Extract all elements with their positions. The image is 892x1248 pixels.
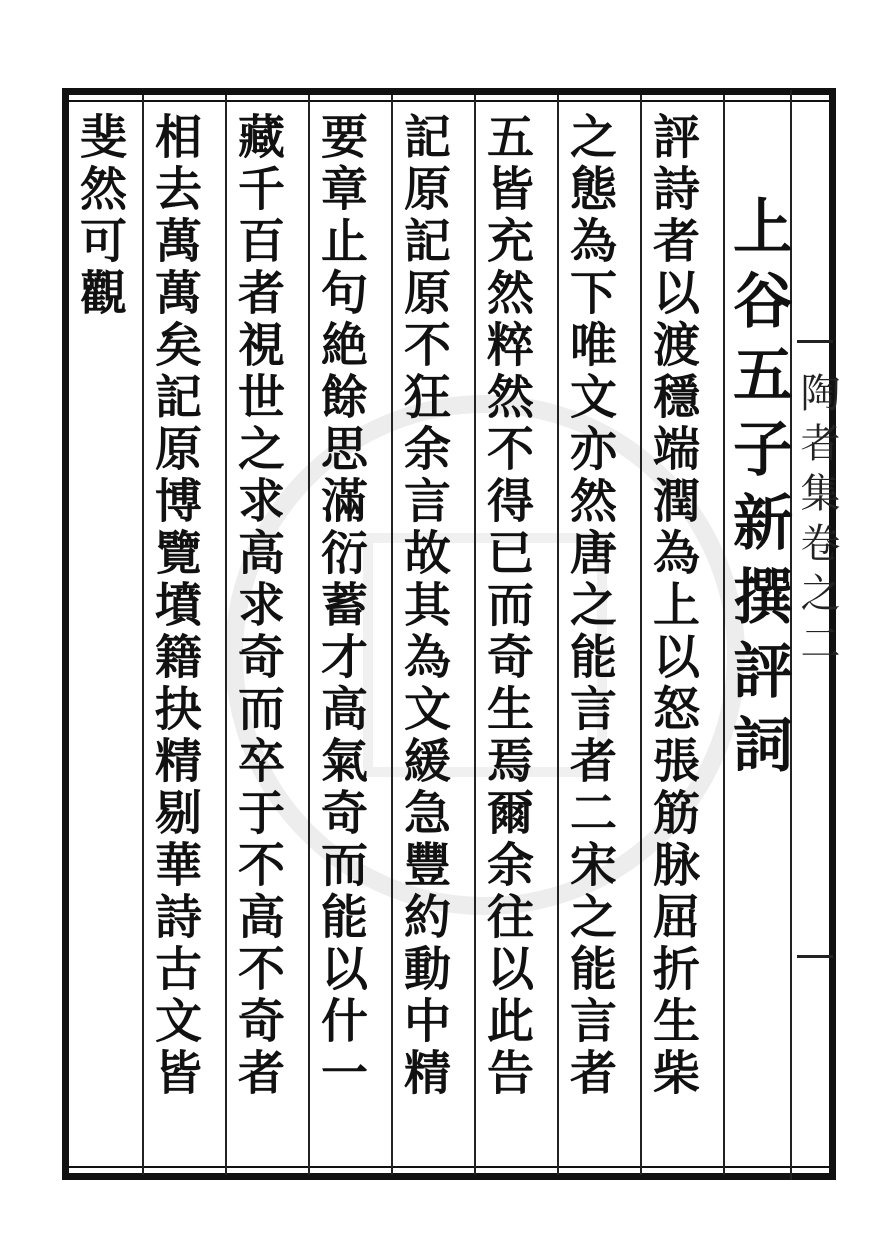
frame-inner-line-bottom [62, 1166, 836, 1168]
banxin-fishtail-top [797, 340, 833, 343]
column-rule [474, 95, 476, 1175]
column-rule [308, 95, 310, 1175]
text-column: 評詩者以渡穩端潤為上以怒張筋脉屈折生柴 [645, 112, 700, 1100]
column-rule [391, 95, 393, 1175]
text-column-title: 上谷五子新撰評詞 [723, 195, 793, 787]
banxin-title: 陶者集卷之二 [794, 372, 840, 672]
banxin-fishtail-bottom [797, 955, 833, 958]
text-column: 要章止句絶餘思滿衍蓄才高氣奇而能以什一 [313, 112, 368, 1100]
frame-inner-line-top [62, 100, 836, 102]
column-rule [142, 95, 144, 1175]
column-rule [640, 95, 642, 1175]
text-column: 相去萬萬矣記原博覽墳籍抉精剔華詩古文皆 [147, 112, 202, 1100]
text-column: 記原記原不狂余言故其為文緩急豐約動中精 [396, 112, 451, 1100]
column-rule [225, 95, 227, 1175]
text-column: 藏千百者視世之求高求奇而卒于不高不奇者 [230, 112, 285, 1100]
text-column: 之態為下唯文亦然唐之能言者二宋之能言者 [562, 112, 617, 1100]
column-rule [557, 95, 559, 1175]
text-column: 斐然可觀 [72, 112, 127, 320]
text-column: 五皆充然粹然不得已而奇生焉爾余往以此告 [479, 112, 534, 1100]
